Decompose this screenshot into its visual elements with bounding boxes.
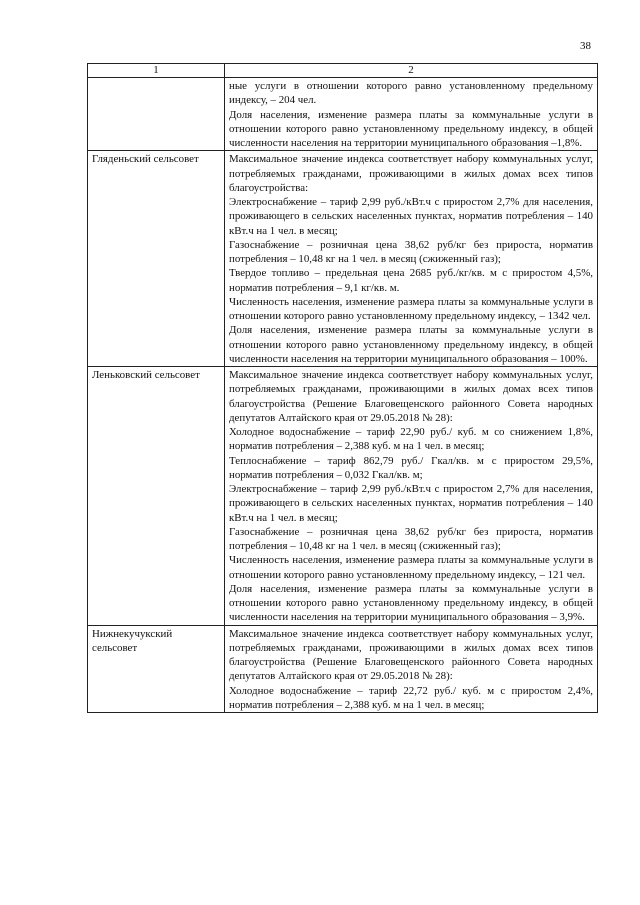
paragraph: Холодное водоснабжение – тариф 22,72 руб./ куб. м с приростом 2,4%, норматив потребления – 2,388 куб. м на 1 чел. в месяц; <box>229 684 593 711</box>
paragraph: Теплоснабжение – тариф 862,79 руб./ Гкал/кв. м с приростом 29,5%, норматив потребления – 0,032 Гкал/кв. м; <box>229 454 593 481</box>
tariff-table <box>87 63 598 713</box>
paragraph: ные услуги в отношении которого равно установленному предельному индексу, – 204 чел. <box>229 80 593 107</box>
paragraph: Электроснабжение – тариф 2,99 руб./кВт.ч с приростом 2,7% для населения, проживающего в сельских населенных пунктах, норматив потребления – 140 кВт.ч на 1 чел. в месяц; <box>229 196 593 237</box>
paragraph: Газоснабжение – розничная цена 38,62 руб/кг без прироста, норматив потребления – 10,48 кг на 1 чел. в месяц (сжиженный газ); <box>229 525 593 552</box>
paragraph: Твердое топливо – предельная цена 2685 руб./кг/кв. м с приростом 4,5%, норматив потребления – 9,1 кг/кв. м. <box>229 267 593 294</box>
paragraph: Численность населения, изменение размера платы за коммунальные услуги в отношении которого равно установленному предельному индексу, – 1342 чел. <box>229 295 593 322</box>
municipality-name <box>88 78 225 151</box>
table-row <box>88 367 598 626</box>
table-row <box>88 625 598 713</box>
municipality-name: Гляденьский сельсовет <box>88 151 225 367</box>
paragraph: Доля населения, изменение размера платы за коммунальные услуги в отношении которого равно установленному предельному индексу, в общей численности населения на территории муниципального образования – 3,9%. <box>229 582 593 624</box>
column-header: 2 <box>225 64 598 78</box>
row-content <box>225 367 598 626</box>
paragraph: Холодное водоснабжение – тариф 22,90 руб./ куб. м со снижением 1,8%, норматив потребления – 2,388 куб. м на 1 чел. в месяц; <box>229 426 593 453</box>
paragraph: Максимальное значение индекса соответствует набору коммунальных услуг, потребляемых гражданами, проживающими в жилых домах всех типов благоустройства (Решение Благовещенского районного Совета народных депутатов Алтайского края от 29.05.2018 № 28): <box>229 627 593 683</box>
row-content <box>225 625 598 713</box>
paragraph: Максимальное значение индекса соответствует набору коммунальных услуг, потребляемых гражданами, проживающими в жилых домах всех типов благоустройства (Решение Благовещенского районного Совета народных депутатов Алтайского края от 29.05.2018 № 28): <box>229 369 593 424</box>
table-row <box>88 151 598 367</box>
paragraph: Электроснабжение – тариф 2,99 руб./кВт.ч с приростом 2,7% для населения, проживающего в сельских населенных пунктах, норматив потребления – 140 кВт.ч на 1 чел. в месяц; <box>229 483 593 524</box>
paragraph: Доля населения, изменение размера платы за коммунальные услуги в отношении которого равно установленному предельному индексу, в общей численности населения на территории муниципального образования – 100%. <box>229 324 593 365</box>
table-header-row <box>88 64 598 78</box>
table-row <box>88 78 598 151</box>
municipality-name: Леньковский сельсовет <box>88 367 225 626</box>
row-content <box>225 151 598 367</box>
page-number: 38 <box>580 40 591 52</box>
paragraph: Численность населения, изменение размера платы за коммунальные услуги в отношении которого равно установленному предельному индексу, – 121 чел. <box>229 554 593 581</box>
row-content <box>225 78 598 151</box>
paragraph: Газоснабжение – розничная цена 38,62 руб/кг без прироста, норматив потребления – 10,48 кг на 1 чел. в месяц (сжиженный газ); <box>229 238 593 265</box>
paragraph: Максимальное значение индекса соответствует набору коммунальных услуг, потребляемых гражданами, проживающими в жилых домах всех типов благоустройства: <box>229 153 593 194</box>
column-header: 1 <box>88 64 225 78</box>
paragraph: Доля населения, изменение размера платы за коммунальные услуги в отношении которого равно установленному предельному индексу, в общей численности населения на территории муниципального образования –1,8%. <box>229 108 593 149</box>
municipality-name: Нижнекучукский сельсовет <box>88 625 225 713</box>
